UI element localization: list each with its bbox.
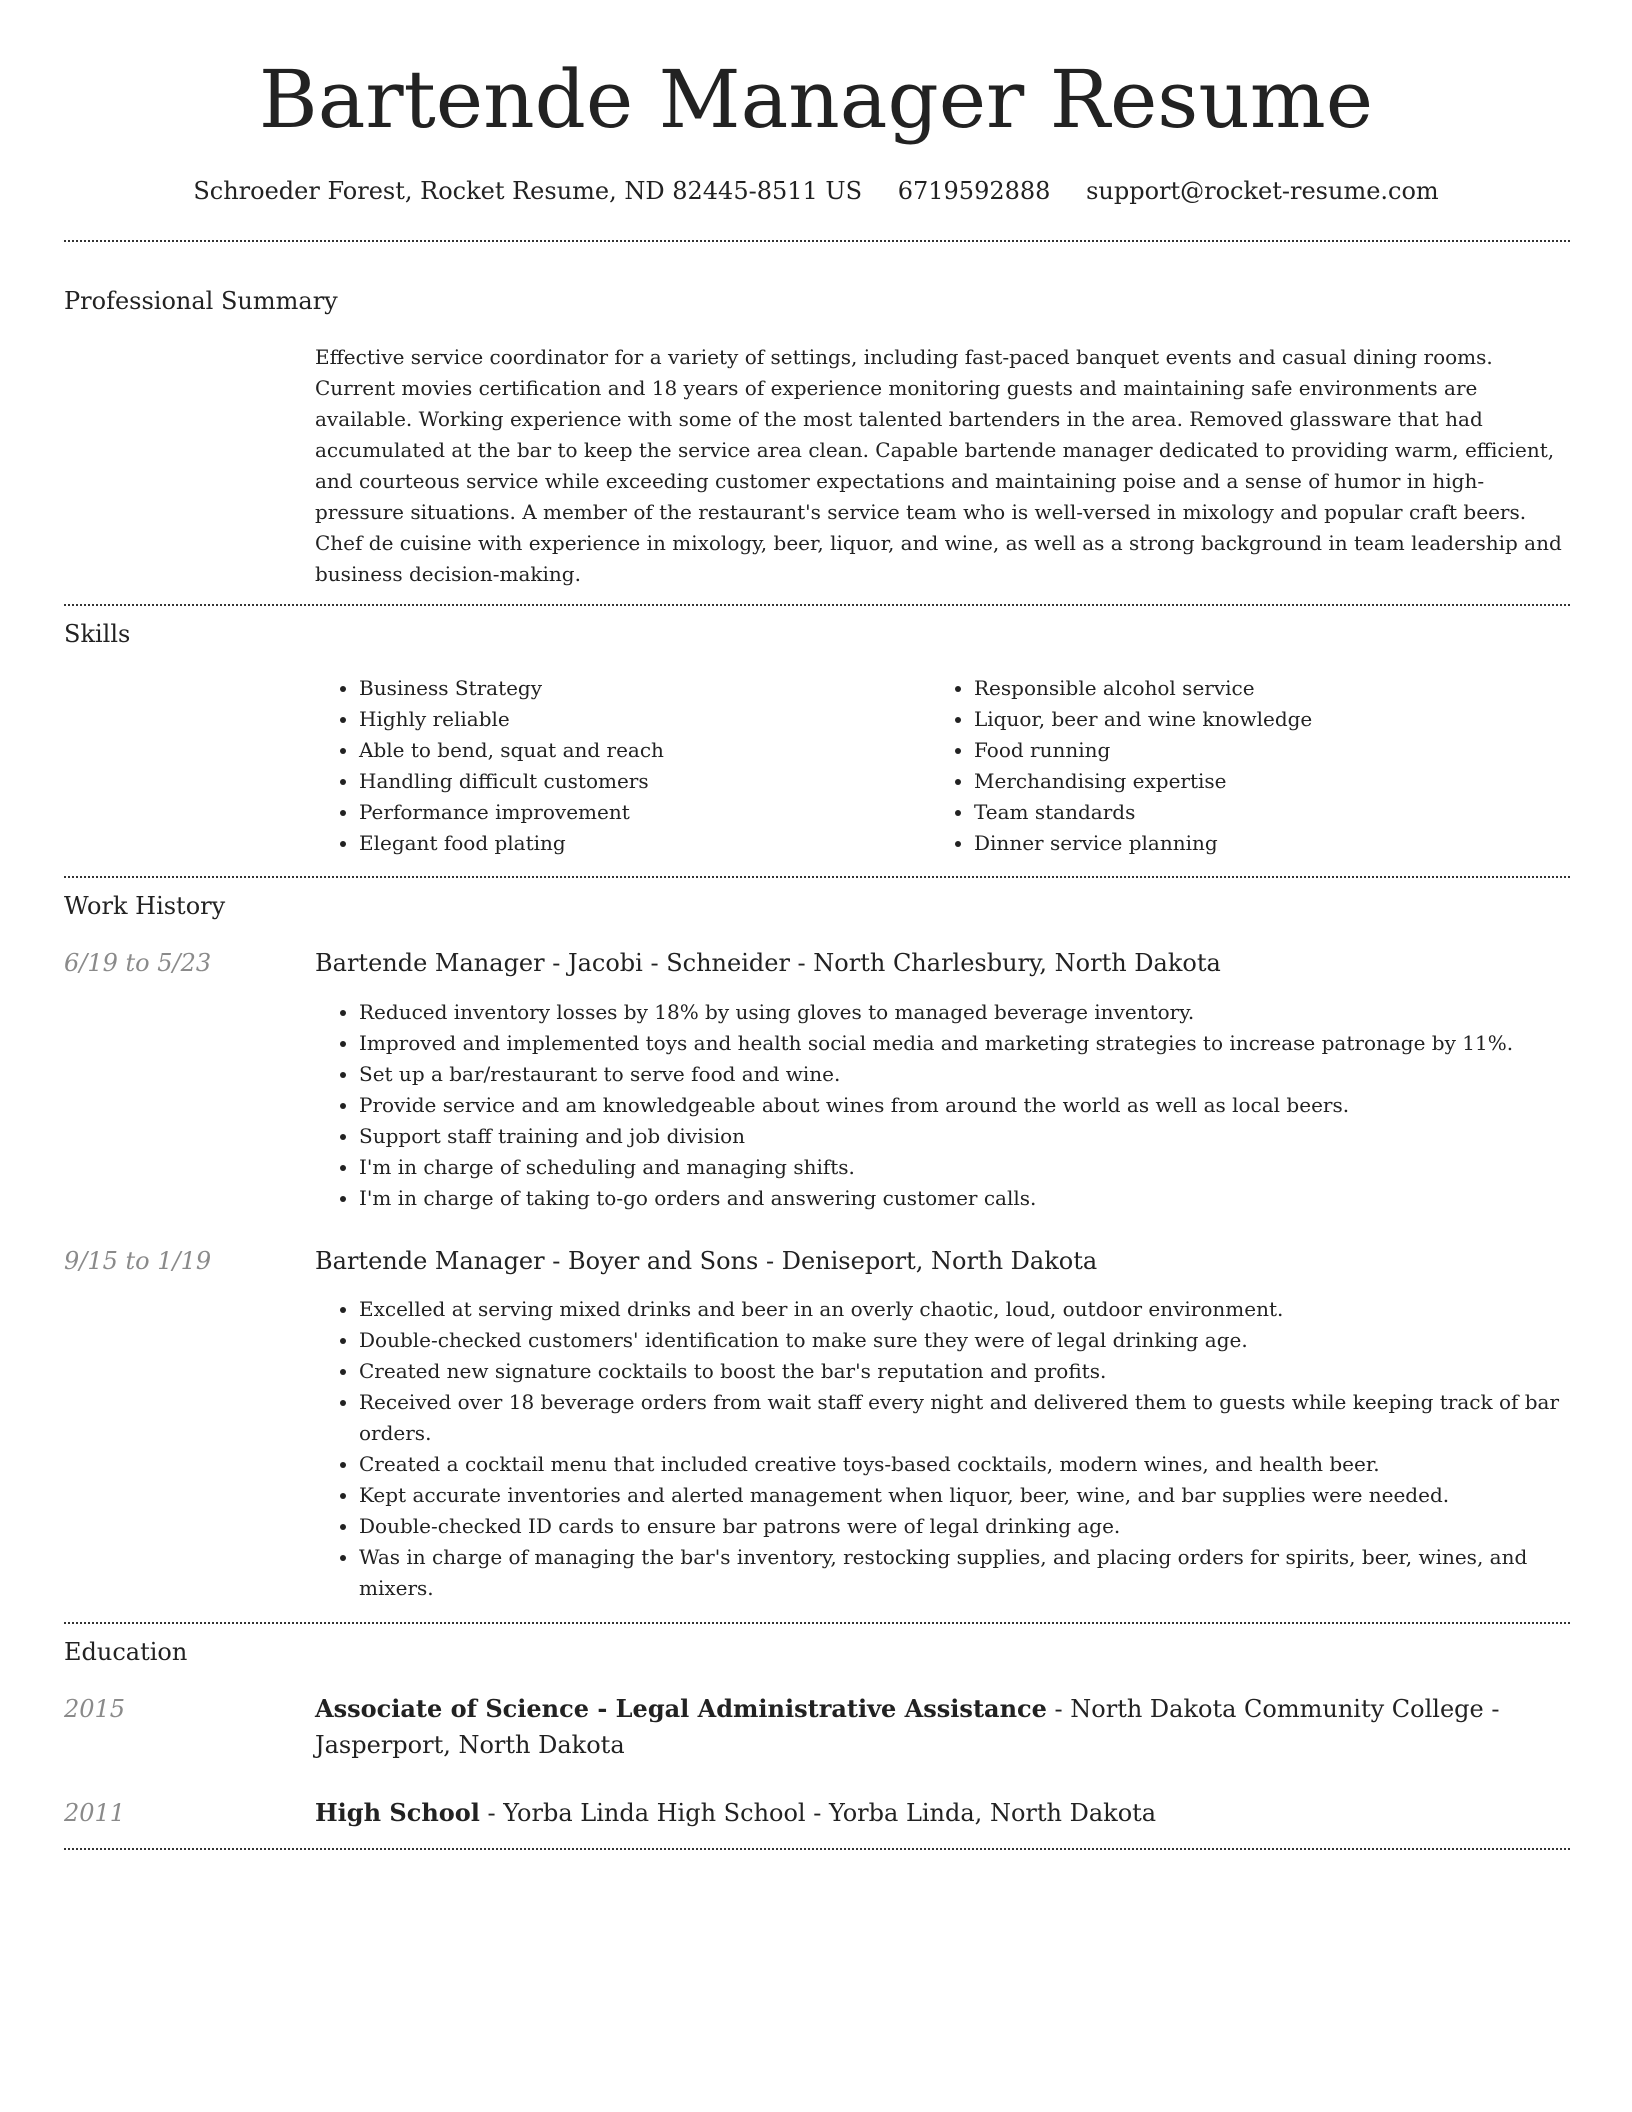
job-bullet: • Support staff training and job division bbox=[359, 1121, 1570, 1152]
skill-item: • Business Strategy bbox=[359, 673, 919, 704]
skill-item: • Food running bbox=[974, 735, 1574, 766]
education-entry bbox=[315, 1691, 1570, 1763]
summary-heading: Professional Summary bbox=[64, 287, 338, 315]
work-heading: Work History bbox=[64, 892, 226, 920]
divider bbox=[64, 604, 1570, 606]
divider bbox=[64, 1622, 1570, 1624]
skill-item: • Handling difficult customers bbox=[359, 766, 919, 797]
education-degree: High School bbox=[315, 1798, 480, 1827]
skills-list-right bbox=[930, 673, 1574, 859]
contact-address: Schroeder Forest, Rocket Resume, ND 82445-8511 US bbox=[193, 177, 863, 205]
education-heading: Education bbox=[64, 1638, 188, 1666]
job-dates: 6/19 to 5/23 bbox=[64, 949, 212, 977]
job-role: Bartende Manager bbox=[315, 949, 545, 977]
contact-line bbox=[0, 176, 1632, 206]
skill-item: • Responsible alcohol service bbox=[974, 673, 1574, 704]
skill-item: • Merchandising expertise bbox=[974, 766, 1574, 797]
education-school: - Yorba Linda High School - Yorba Linda, North Dakota bbox=[479, 1799, 1157, 1827]
resume-name: Bartende Manager Resume bbox=[258, 53, 1374, 146]
skill-item: • Performance improvement bbox=[359, 797, 919, 828]
summary-text bbox=[315, 342, 1570, 590]
job-bullet: • Double-checked customers' identification to make sure they were of legal drinking age. bbox=[359, 1325, 1570, 1356]
divider bbox=[64, 1848, 1570, 1850]
skills-list-left bbox=[315, 673, 919, 859]
skill-item: • Elegant food plating bbox=[359, 828, 919, 859]
divider bbox=[64, 240, 1570, 242]
education-year: 2015 bbox=[64, 1695, 126, 1723]
job-title bbox=[315, 948, 1570, 978]
job-bullets bbox=[315, 1294, 1570, 1604]
skill-item: • Team standards bbox=[974, 797, 1574, 828]
job-dates: 9/15 to 1/19 bbox=[64, 1247, 212, 1275]
skill-item: • Dinner service planning bbox=[974, 828, 1574, 859]
contact-phone: 6719592888 bbox=[897, 177, 1051, 205]
divider bbox=[64, 876, 1570, 878]
job-employer: - Boyer and Sons - Deniseport, North Dakota bbox=[544, 1247, 1098, 1275]
education-degree: Associate of Science - Legal Administrative Assistance bbox=[315, 1694, 1047, 1723]
job-bullet: • I'm in charge of taking to-go orders and answering customer calls. bbox=[359, 1183, 1570, 1214]
job-bullet: • I'm in charge of scheduling and managing shifts. bbox=[359, 1152, 1570, 1183]
job-bullet: • Received over 18 beverage orders from wait staff every night and delivered them to guests while keeping track of bar orders. bbox=[359, 1387, 1570, 1449]
job-bullet: • Created new signature cocktails to boost the bar's reputation and profits. bbox=[359, 1356, 1570, 1387]
job-bullet: • Excelled at serving mixed drinks and beer in an overly chaotic, loud, outdoor environment. bbox=[359, 1294, 1570, 1325]
skill-item: • Liquor, beer and wine knowledge bbox=[974, 704, 1574, 735]
job-bullet: • Provide service and am knowledgeable about wines from around the world as well as local beers. bbox=[359, 1090, 1570, 1121]
job-bullets bbox=[315, 997, 1570, 1214]
job-bullet: • Double-checked ID cards to ensure bar patrons were of legal drinking age. bbox=[359, 1511, 1570, 1542]
job-bullet: • Was in charge of managing the bar's inventory, restocking supplies, and placing orders for spirits, beer, wines, and mixers. bbox=[359, 1542, 1570, 1604]
job-bullet: • Set up a bar/restaurant to serve food and wine. bbox=[359, 1059, 1570, 1090]
skill-item: • Highly reliable bbox=[359, 704, 919, 735]
resume-header bbox=[0, 0, 1632, 206]
job-bullet: • Kept accurate inventories and alerted management when liquor, beer, wine, and bar supplies were needed. bbox=[359, 1480, 1570, 1511]
contact-email: support@rocket-resume.com bbox=[1086, 177, 1439, 205]
job-bullet: • Improved and implemented toys and health social media and marketing strategies to increase patronage by 11%. bbox=[359, 1028, 1570, 1059]
education-entry bbox=[315, 1795, 1570, 1831]
education-school: - North Dakota Community College - Jasperport, North Dakota bbox=[315, 1695, 1500, 1759]
job-bullet: • Reduced inventory losses by 18% by using gloves to managed beverage inventory. bbox=[359, 997, 1570, 1028]
summary-paragraph: Effective service coordinator for a variety of settings, including fast-paced banquet events and casual dining rooms. Current movies certification and 18 years of experience monitoring guests and maintaining safe environments are available. Working experience with some of the most talented bartenders in the area. Removed glassware that had accumulated at the bar to keep the service area clean. Capable bartende manager dedicated to providing warm, efficient, and courteous service while exceeding customer expectations and maintaining poise and a sense of humor in high-pressure situations. A member of the restaurant's service team who is well-versed in mixology and popular craft beers. Chef de cuisine with experience in mixology, beer, liquor, and wine, as well as a strong background in team leadership and business decision-making. bbox=[315, 345, 1562, 586]
job-role: Bartende Manager bbox=[315, 1247, 545, 1275]
education-year: 2011 bbox=[64, 1799, 126, 1827]
job-title bbox=[315, 1246, 1570, 1276]
job-bullet: • Created a cocktail menu that included creative toys-based cocktails, modern wines, and health beer. bbox=[359, 1449, 1570, 1480]
skills-heading: Skills bbox=[64, 620, 131, 648]
skill-item: • Able to bend, squat and reach bbox=[359, 735, 919, 766]
job-employer: - Jacobi - Schneider - North Charlesbury, North Dakota bbox=[544, 949, 1221, 977]
